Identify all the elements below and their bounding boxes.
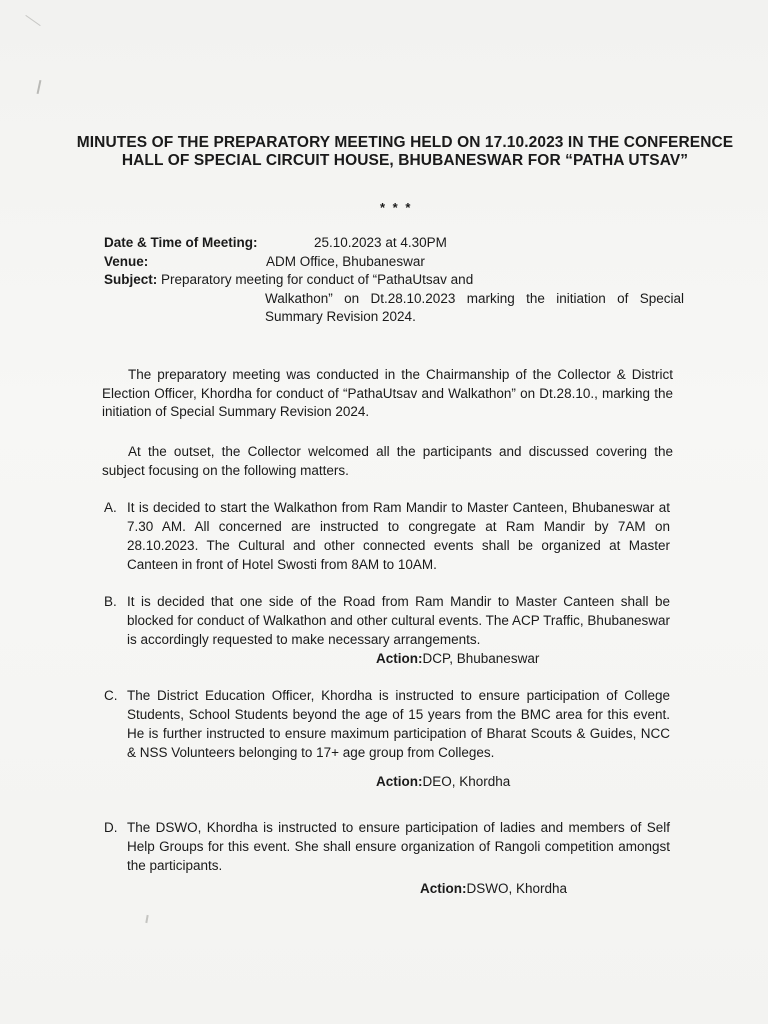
minutes-item-a (104, 498, 670, 574)
item-action (104, 649, 670, 668)
scan-artifact (25, 15, 40, 26)
item-action (104, 879, 670, 898)
item-text: It is decided that one side of the Road from Ram Mandir to Master Canteen shall be blocked for conduct of Walkathon and other cultural events. The ACP Traffic, Bhubaneswar is accordingly requested to make necessary arrangements. (127, 594, 670, 647)
title-separator: * * * (380, 200, 413, 215)
item-marker: C. (104, 688, 118, 703)
meeting-meta (104, 234, 684, 327)
action-value: DCP, Bhubaneswar (422, 651, 540, 666)
action-label: Action: (420, 881, 467, 896)
minutes-item-c (104, 686, 670, 791)
subject-line1: Preparatory meeting for conduct of “PathaUtsav and (161, 272, 474, 287)
action-value: DSWO, Khordha (466, 881, 568, 896)
item-marker: D. (104, 820, 118, 835)
scan-artifact (145, 915, 148, 923)
action-value: DEO, Khordha (422, 774, 511, 789)
item-text: It is decided to start the Walkathon from Ram Mandir to Master Canteen, Bhubaneswar at 7.30 AM. All concerned are instructed to congregate at Ram Mandir by 7AM on 28.10.2023. The Cultural and other connected events shall be organized at Master Canteen in front of Hotel Swosti from 8AM to 10AM. (127, 500, 670, 572)
scan-artifact (37, 80, 42, 94)
date-value: 25.10.2023 at 4.30PM (314, 235, 447, 250)
intro-paragraph: The preparatory meeting was conducted in the Chairmanship of the Collector & District Election Officer, Khordha for conduct of “PathaUtsav and Walkathon” on Dt.28.10., marking the initiation of Special Summary Revision 2024. (102, 367, 673, 419)
date-label: Date & Time of Meeting: (104, 235, 258, 250)
item-marker: B. (104, 594, 117, 609)
action-label: Action: (376, 651, 423, 666)
venue-value: ADM Office, Bhubaneswar (266, 253, 425, 269)
subject-label: Subject: (104, 272, 158, 287)
action-label: Action: (376, 774, 423, 789)
item-action (104, 772, 670, 791)
item-text: The District Education Officer, Khordha is instructed to ensure participation of College Students, School Students beyond the age of 15 years from the BMC area for this event. He is further instructed to ensure maximum participation of Bharat Scouts & Guides, NCC & NSS Volunteers belonging to 17+ age group from Colleges. (127, 688, 670, 760)
document-title: MINUTES OF THE PREPARATORY MEETING HELD ON 17.10.2023 IN THE CONFERENCE HALL OF SPECIAL CIRCUIT HOUSE, BHUBANESWAR FOR “PATHA UTSAV” (76, 134, 734, 169)
meta-date-row (104, 234, 684, 253)
minutes-item-b (104, 592, 670, 668)
outset-paragraph: At the outset, the Collector welcomed all the participants and discussed covering the subject focusing on the following matters. (102, 444, 673, 478)
subject-continuation: Walkathon” on Dt.28.10.2023 marking the initiation of Special Summary Revision 2024. (265, 290, 684, 324)
minutes-item-d (104, 818, 670, 898)
meta-venue-row (104, 253, 684, 272)
meta-subject-row (104, 271, 684, 327)
item-text: The DSWO, Khordha is instructed to ensure participation of ladies and members of Self Help Groups for this event. She shall ensure organization of Rangoli competition amongst the participants. (127, 820, 670, 873)
venue-label: Venue: (104, 253, 149, 269)
item-marker: A. (104, 500, 117, 515)
